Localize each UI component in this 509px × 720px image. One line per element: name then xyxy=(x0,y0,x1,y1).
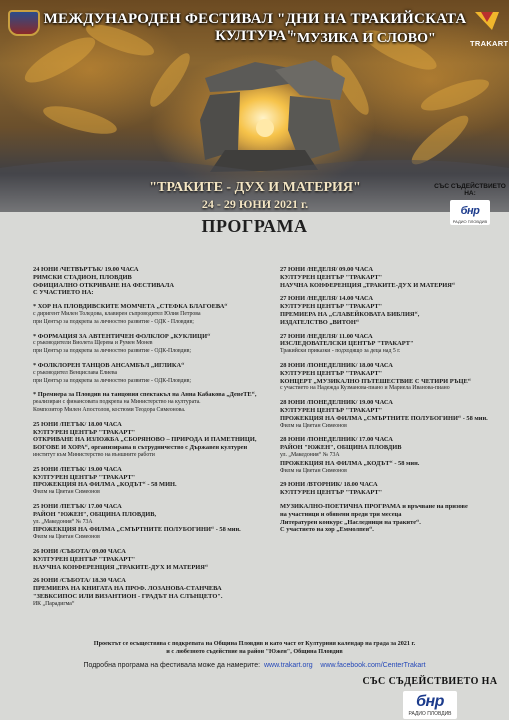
event-line-bold: * ФОРМАЦИЯ ЗА АВТЕНТИЧЕН ФОЛКЛОР „КУКЛИЦИ“ xyxy=(33,332,211,340)
footer-partner-label: СЪС СЪДЕЙСТВИЕТО НА xyxy=(362,676,498,687)
event-line: ул. „Македония“ № 73А xyxy=(33,518,93,525)
event-line-bold: ОФИЦИАЛНО ОТКРИВАНЕ НА ФЕСТИВАЛА xyxy=(33,281,175,289)
bnr-logo-subtext: РАДИО ПЛОВДИВ xyxy=(452,219,488,224)
program-event xyxy=(33,503,271,542)
event-line: Филм на Цветан Симеонов xyxy=(33,489,100,496)
festival-title: МЕЖДУНАРОДЕН ФЕСТИВАЛ "ДНИ НА ТРАКИЙСКАТА КУЛТУРА" xyxy=(43,11,467,44)
event-line-bold: ИЗДАТЕЛСТВО „ВИТОН“ xyxy=(280,318,360,326)
event-line-bold: ПРЕМИЕРА НА КНИГАТА НА ПРОФ. ЛОЗАНОВА-СТАНЧЕВА xyxy=(33,585,222,593)
event-line-bold: 28 ЮНИ /ПОНЕДЕЛНИК/ 19.00 ЧАСА xyxy=(280,399,393,407)
event-line-bold: РИМСКИ СТАДИОН, ПЛОВДИВ xyxy=(33,273,132,281)
event-line: с диригент Милен Толедова, клавирен съпроводител Юлия Петрова xyxy=(33,310,201,317)
festival-subtitle: "МУЗИКА И СЛОВО" xyxy=(289,31,436,46)
event-line-bold: Литературен конкурс „Наследници на траките“. xyxy=(280,518,421,526)
event-line-bold: 25 ЮНИ /ПЕТЪК/ 18.00 ЧАСА xyxy=(33,420,122,428)
event-line-bold: ОТКРИВАНЕ НА ИЗЛОЖБА „СБОРЯНОВО – ПРИРОДА И ПАМЕТНИЦИ, xyxy=(33,436,257,444)
event-line-bold: ПРОЖЕКЦИЯ НА ФИЛМА „СМЪРТНИТЕ ПОЛУБОГИНИ“ - 58 мин. xyxy=(280,414,488,422)
program-event xyxy=(33,266,271,297)
event-line: реализиран с финансовата подкрепа на Министерство на културата. xyxy=(33,399,201,406)
event-line-bold: 25 ЮНИ /ПЕТЪК/ 19.00 ЧАСА xyxy=(33,465,122,473)
bnr-logo-text: бнр xyxy=(460,205,480,217)
event-line-bold: 28 ЮНИ /ПОНЕДЕЛНИК/ 18.00 ЧАСА xyxy=(280,361,393,369)
event-line-bold: * ФОЛКЛОРЕН ТАНЦОВ АНСАМБЪЛ „ИГЛИКА“ xyxy=(33,361,185,369)
event-line-bold: КУЛТУРЕН ЦЕНТЪР "ТРАКАРТ" xyxy=(280,489,383,497)
event-line: Композитор Милен Апостолов, костюми Теодора Симеонова. xyxy=(33,406,186,413)
event-line: Филм на Цветан Симеонов xyxy=(33,534,100,541)
event-line: Тракийски приказки - подходящо за деца над 5 г. xyxy=(280,348,401,355)
event-line-bold: КУЛТУРЕН ЦЕНТЪР "ТРАКАРТ" xyxy=(280,303,383,311)
event-line-bold: БОГОВЕ И ХОРА“, организирана в сътрудничество с Държавен културен xyxy=(33,444,248,452)
event-line-bold: НАУЧНА КОНФЕРЕНЦИЯ „ТРАКИТЕ-ДУХ И МАТЕРИЯ“ xyxy=(33,563,209,571)
program-event xyxy=(33,362,271,385)
event-line: институт към Министерство на външните работи xyxy=(33,451,155,458)
event-line-bold: на участници и обявени преди три месеца xyxy=(280,510,402,518)
program-event xyxy=(33,333,271,356)
footer-line-1: Проектът се осъществява с подкрепата на Община Пловдив и като част от Културния календар на града за 2021 г. xyxy=(93,640,416,647)
trakart-website-link[interactable]: www.trakart.org xyxy=(263,662,313,669)
festival-banner xyxy=(0,0,509,224)
program-left-column xyxy=(33,266,271,614)
partner-block-bottom xyxy=(360,676,500,720)
event-line-bold: С участието на хор „Еммолпея“. xyxy=(280,526,374,534)
program-event xyxy=(280,399,500,430)
event-line-bold: 27 ЮНИ /НЕДЕЛЯ/ 11.00 ЧАСА xyxy=(280,332,373,340)
trakart-mark-icon xyxy=(472,8,502,34)
event-line: с ръководител Венцислава Елиева xyxy=(33,369,118,376)
event-line-bold: ПРОЖЕКЦИЯ НА ФИЛМА „КОДЪТ“ - 58 мин. xyxy=(280,459,420,467)
event-line-bold: НАУЧНА КОНФЕРЕНЦИЯ „ТРАКИТЕ-ДУХ И МАТЕРИЯ“ xyxy=(280,281,456,289)
bnr-logo-footer xyxy=(403,691,456,719)
event-line-bold: 24 ЮНИ /ЧЕТВЪРТЪК/ 19.00 ЧАСА xyxy=(33,266,139,273)
event-line-bold: * ХОР НА ПЛОВДИВСКИТЕ МОМЧЕТА „СТЕФКА БЛАГОЕВА“ xyxy=(33,303,228,311)
program-event xyxy=(280,295,500,326)
event-line-bold: РАЙОН "ЮЖЕН", ОБЩИНА ПЛОВДИВ, xyxy=(33,510,157,518)
program-event xyxy=(33,548,271,571)
program-event xyxy=(280,333,500,356)
event-line-bold: КУЛТУРЕН ЦЕНТЪР "ТРАКАРТ" xyxy=(280,369,383,377)
footer-support-note xyxy=(30,640,479,656)
festival-crest-logo xyxy=(8,10,40,36)
event-line-bold: МУЗИКАЛНО-ПОЕТИЧНА ПРОГРАМА и връчване на призове xyxy=(280,502,468,510)
event-line-bold: КОНЦЕРТ „МУЗИКАЛНО ПЪТЕШЕСТВИЕ С ЧЕТИРИ РЪЦЕ“ xyxy=(280,377,471,385)
event-line-bold: 27 ЮНИ /НЕДЕЛЯ/ 14.00 ЧАСА xyxy=(280,295,373,303)
bnr-logo-footer-text: бнр xyxy=(416,693,444,710)
event-line-bold: * Премиера за Пловдив на танцовия спектакъл на Анна Кабакова „ДевеТЕ“, xyxy=(33,391,257,399)
event-line-bold: КУЛТУРЕН ЦЕНТЪР "ТРАКАРТ" xyxy=(33,428,136,436)
event-line-bold: ПРОЖЕКЦИЯ НА ФИЛМА „СМЪРТНИТЕ ПОЛУБОГИНИ“ - 58 мин. xyxy=(33,526,241,534)
event-line-bold: КУЛТУРЕН ЦЕНТЪР "ТРАКАРТ" xyxy=(33,555,136,563)
trakart-logo xyxy=(470,8,509,50)
event-line: с ръководители Виолета Щерева и Румен Монев xyxy=(33,340,153,347)
event-line-bold: 26 ЮНИ /СЪБОТА/ 09.00 ЧАСА xyxy=(33,547,126,555)
program-right-column xyxy=(280,266,500,540)
facebook-link[interactable]: www.facebook.com/CenterTrakart xyxy=(320,662,426,669)
program-event xyxy=(33,303,271,326)
program-event xyxy=(280,362,500,393)
trakart-logo-text: TRAKART xyxy=(470,39,509,48)
festival-dates: 24 - 29 ЮНИ 2021 г. xyxy=(201,197,309,211)
program-event xyxy=(280,503,500,534)
event-line: при Център за подкрепа за личностно развитие - ОДК-Пловдив; xyxy=(33,348,191,355)
bnr-logo-footer-subtext: РАДИО ПЛОВДИВ xyxy=(408,711,452,717)
program-event xyxy=(33,466,271,497)
event-line-bold: КУЛТУРЕН ЦЕНТЪР "ТРАКАРТ" xyxy=(280,406,383,414)
event-line-bold: ПРЕМИЕРА НА „СЛАВЕЙКОВАТА БИБЛИЯ“, xyxy=(280,310,420,318)
program-event xyxy=(33,421,271,460)
event-line: при Център за подкрепа за личностно развитие - ОДК-Пловдив; xyxy=(33,377,191,384)
event-line: при Център за подкрепа за личностно развитие - ОДК - Пловдив; xyxy=(33,318,194,325)
footer-more-text: Подробна програма на фестивала може да намерите: xyxy=(83,662,261,669)
event-line-bold: 28 ЮНИ /ПОНЕДЕЛНИК/ 17.00 ЧАСА xyxy=(280,436,393,444)
event-line-bold: 29 ЮНИ /ВТОРНИК/ 18.00 ЧАСА xyxy=(280,481,378,489)
event-line-bold: 25 ЮНИ /ПЕТЪК/ 17.00 ЧАСА xyxy=(33,502,122,510)
event-line-bold: КУЛТУРЕН ЦЕНТЪР "ТРАКАРТ" xyxy=(280,273,383,281)
event-line: ул. „Македония“ № 73А xyxy=(280,451,340,458)
program-event xyxy=(33,391,271,414)
program-event xyxy=(280,481,500,497)
event-line-bold: 26 ЮНИ /СЪБОТА/ 18.30 ЧАСА xyxy=(33,577,126,585)
event-line-bold: "ЗЕВКСИПОС ИЛИ ВИЗАНТИОН - ГРАДЪТ НА СЛЪНЦЕТО". xyxy=(33,592,223,600)
festival-theme: "ТРАКИТЕ - ДУХ И МАТЕРИЯ" xyxy=(149,180,361,195)
event-line-bold: 27 ЮНИ /НЕДЕЛЯ/ 09.00 ЧАСА xyxy=(280,266,373,273)
event-line: Филм на Цветан Симеонов xyxy=(280,422,347,429)
program-heading: ПРОГРАМА xyxy=(201,216,308,236)
event-line-bold: РАЙОН "ЮЖЕН", ОБЩИНА ПЛОВДИВ xyxy=(280,444,402,452)
event-line-bold: С УЧАСТИЕТО НА: xyxy=(33,289,94,297)
event-line-bold: ПРОЖЕКЦИЯ НА ФИЛМА „КОДЪТ“ - 58 МИН. xyxy=(33,481,177,489)
program-event xyxy=(280,266,500,289)
program-event xyxy=(280,436,500,475)
event-line: ИК „Парадигма“ xyxy=(33,600,75,607)
footer-line-2: и с любезното съдействие на район "Южен", Община Пловдив xyxy=(166,648,343,655)
event-line-bold: ИЗСЛЕДОВАТЕЛСКИ ЦЕНТЪР "ТРАКАРТ" xyxy=(280,340,414,348)
program-event xyxy=(33,577,271,608)
partner-label: СЪС СЪДЕЙСТВИЕТО НА: xyxy=(434,183,506,197)
event-line: Филм на Цветан Симеонов xyxy=(280,467,347,474)
event-line: с участието на Надежда Кузманова-пиано и Мариела Иванова-пиано xyxy=(280,385,450,392)
footer-links xyxy=(30,662,479,669)
event-line-bold: КУЛТУРЕН ЦЕНТЪР "ТРАКАРТ" xyxy=(33,473,136,481)
